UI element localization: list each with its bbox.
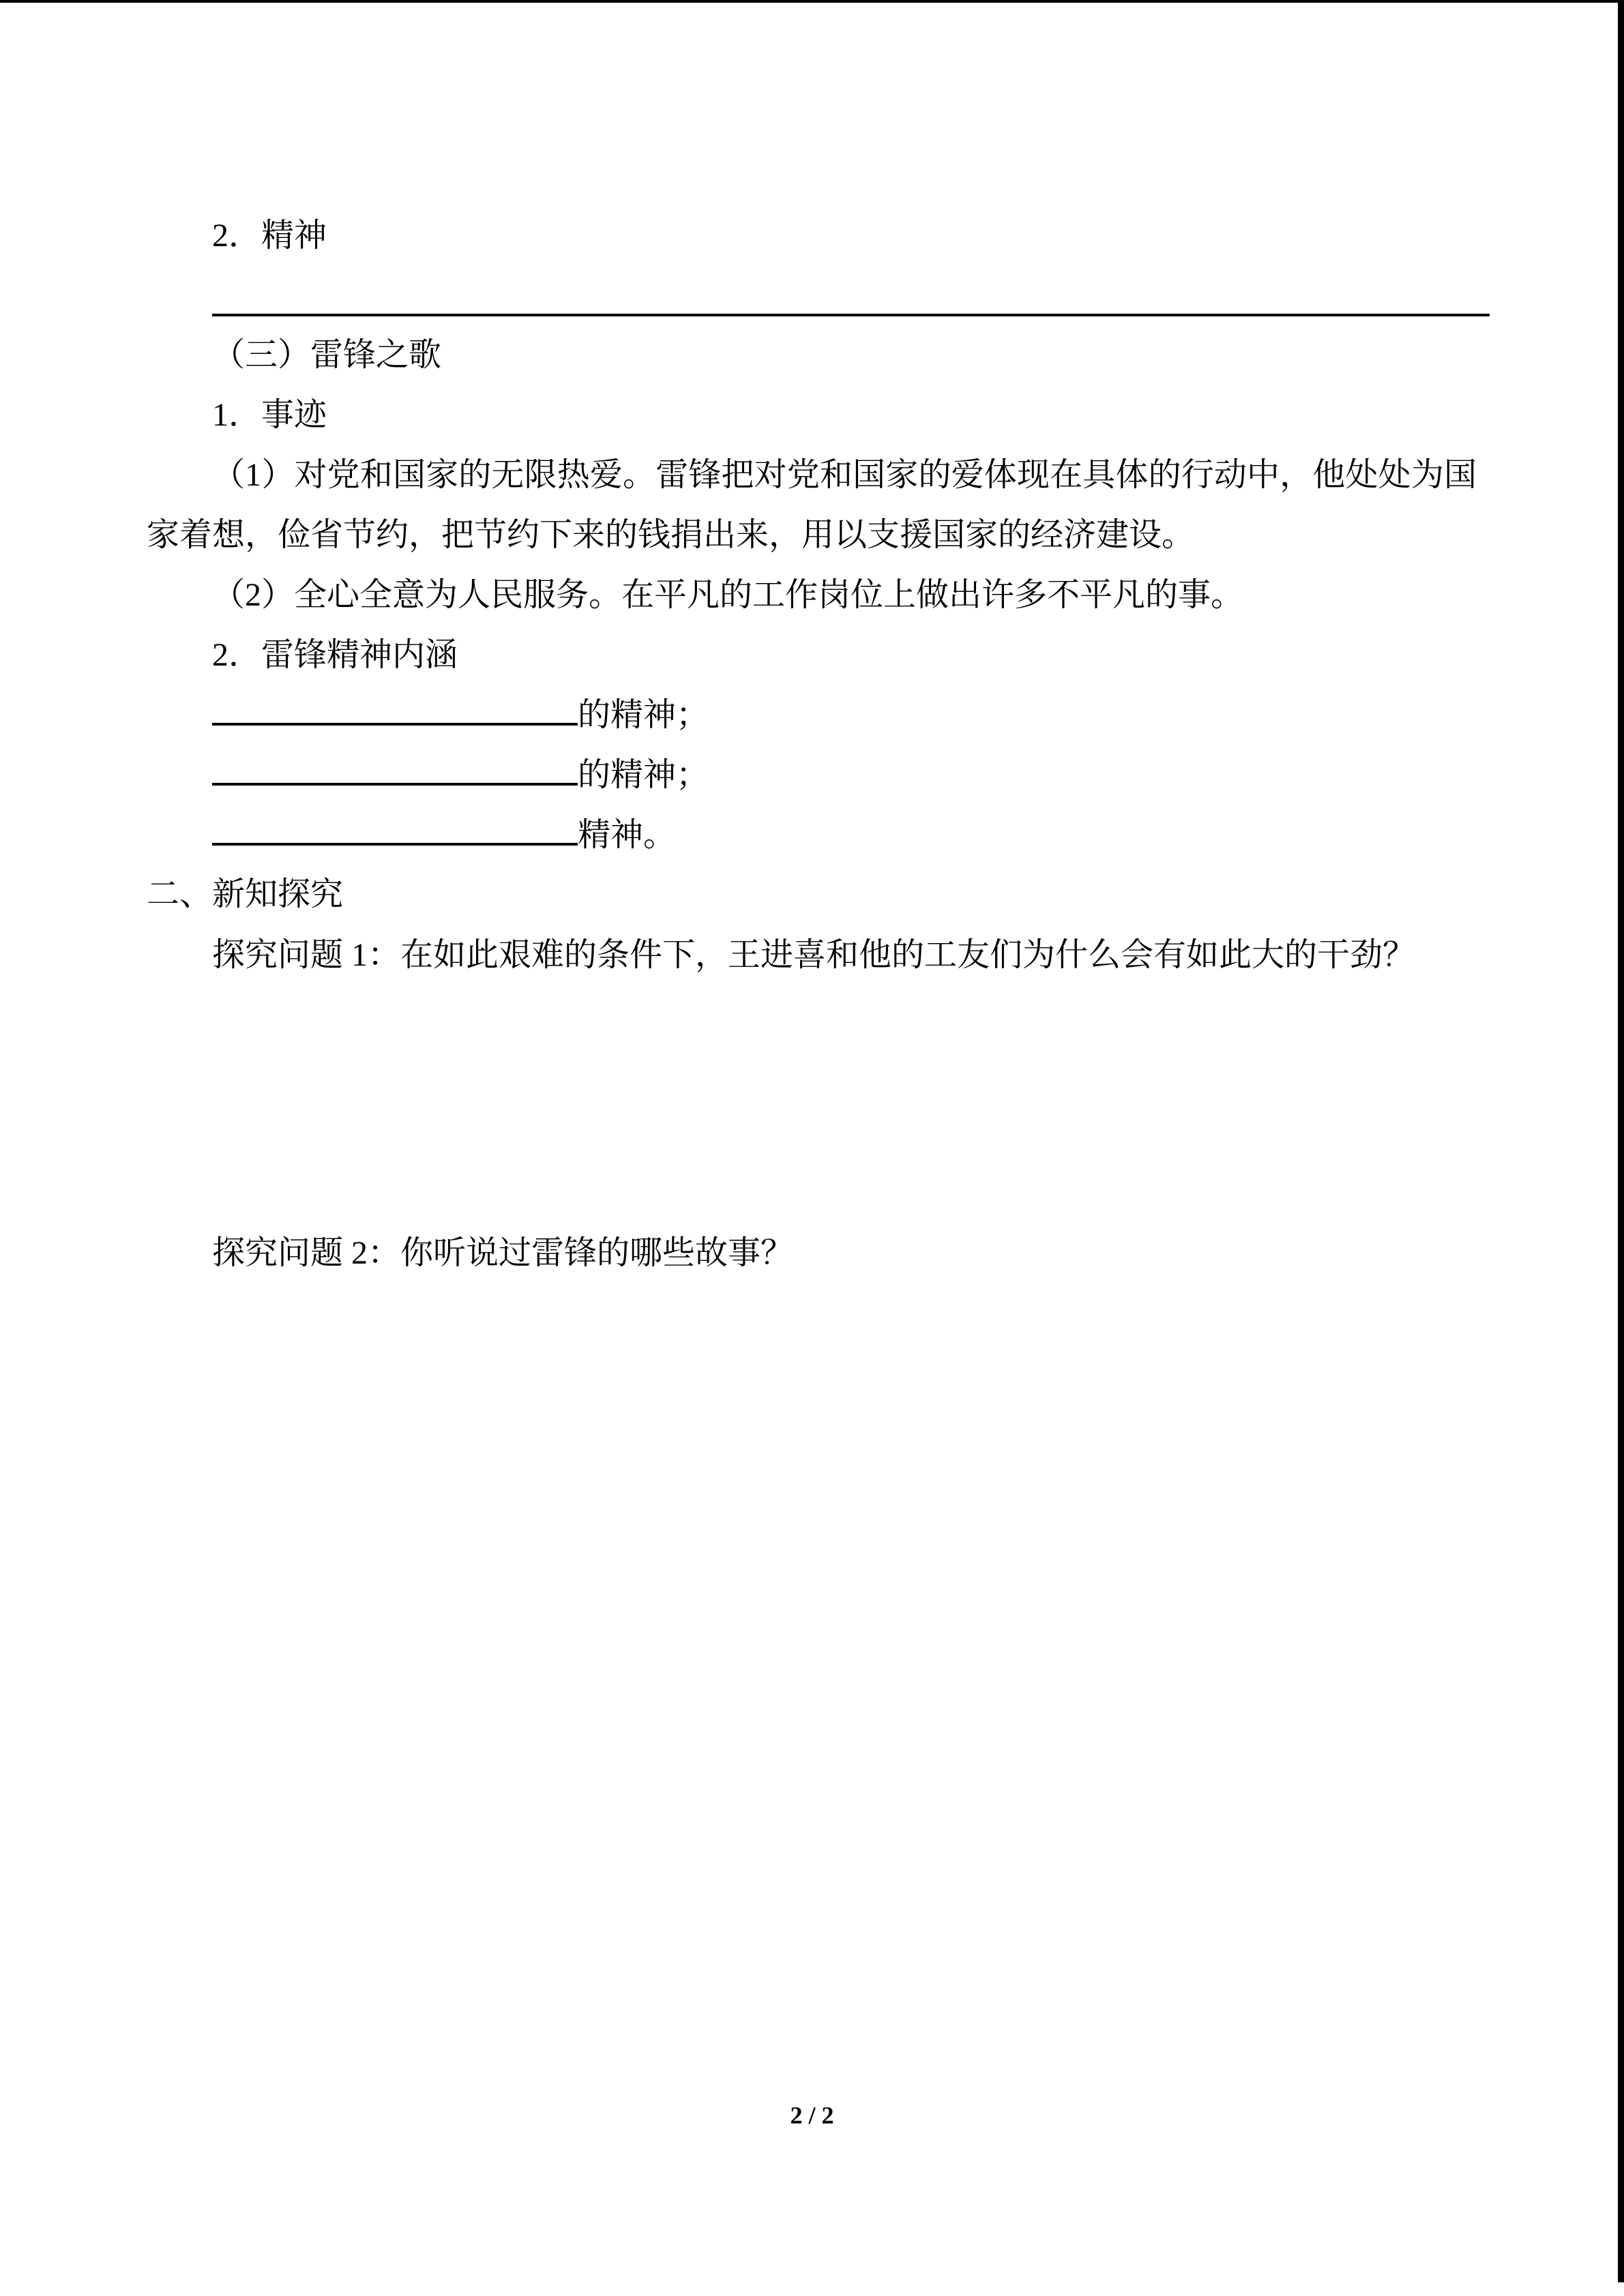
- blank-suffix: 的精神；: [578, 697, 709, 733]
- blank-underline: [212, 760, 578, 786]
- fill-in-blank-row: [212, 745, 1477, 805]
- blank-suffix: 精神。: [578, 817, 677, 853]
- section-heading-new-knowledge: 二、新知探究: [147, 876, 344, 912]
- paragraph-deeds-2: （2）全心全意为人民服务。在平凡的工作岗位上做出许多不平凡的事。: [212, 577, 1244, 613]
- fill-in-blank-row: [212, 685, 1477, 745]
- divider-line: [212, 314, 1490, 316]
- blank-suffix: 的精神；: [578, 757, 709, 793]
- inquiry-question-2: 探究问题 2：你听说过雷锋的哪些故事？: [212, 1235, 794, 1271]
- page-number: 2 / 2: [790, 2102, 834, 2129]
- blank-underline: [212, 700, 578, 726]
- blank-underline: [212, 820, 578, 846]
- list-item-spirit: 2．精神: [212, 218, 327, 254]
- paragraph-deeds-1: （1）对党和国家的无限热爱。雷锋把对党和国家的爱体现在具体的行动中，他处处为国家着想，俭省节约，把节约下来的钱捐出来，用以支援国家的经济建设。: [147, 457, 1477, 553]
- list-item-connotation: 2．雷锋精神内涵: [212, 637, 458, 673]
- document-content: [147, 0, 1477, 2296]
- fill-in-blank-row: [212, 805, 1477, 865]
- section-title-leifeng-song: （三）雷锋之歌: [212, 337, 442, 373]
- inquiry-question-1: 探究问题 1：在如此艰难的条件下，王进喜和他的工友们为什么会有如此大的干劲？: [212, 937, 1416, 973]
- list-item-deeds: 1．事迹: [212, 397, 327, 433]
- scan-edge-right: [1618, 0, 1624, 2282]
